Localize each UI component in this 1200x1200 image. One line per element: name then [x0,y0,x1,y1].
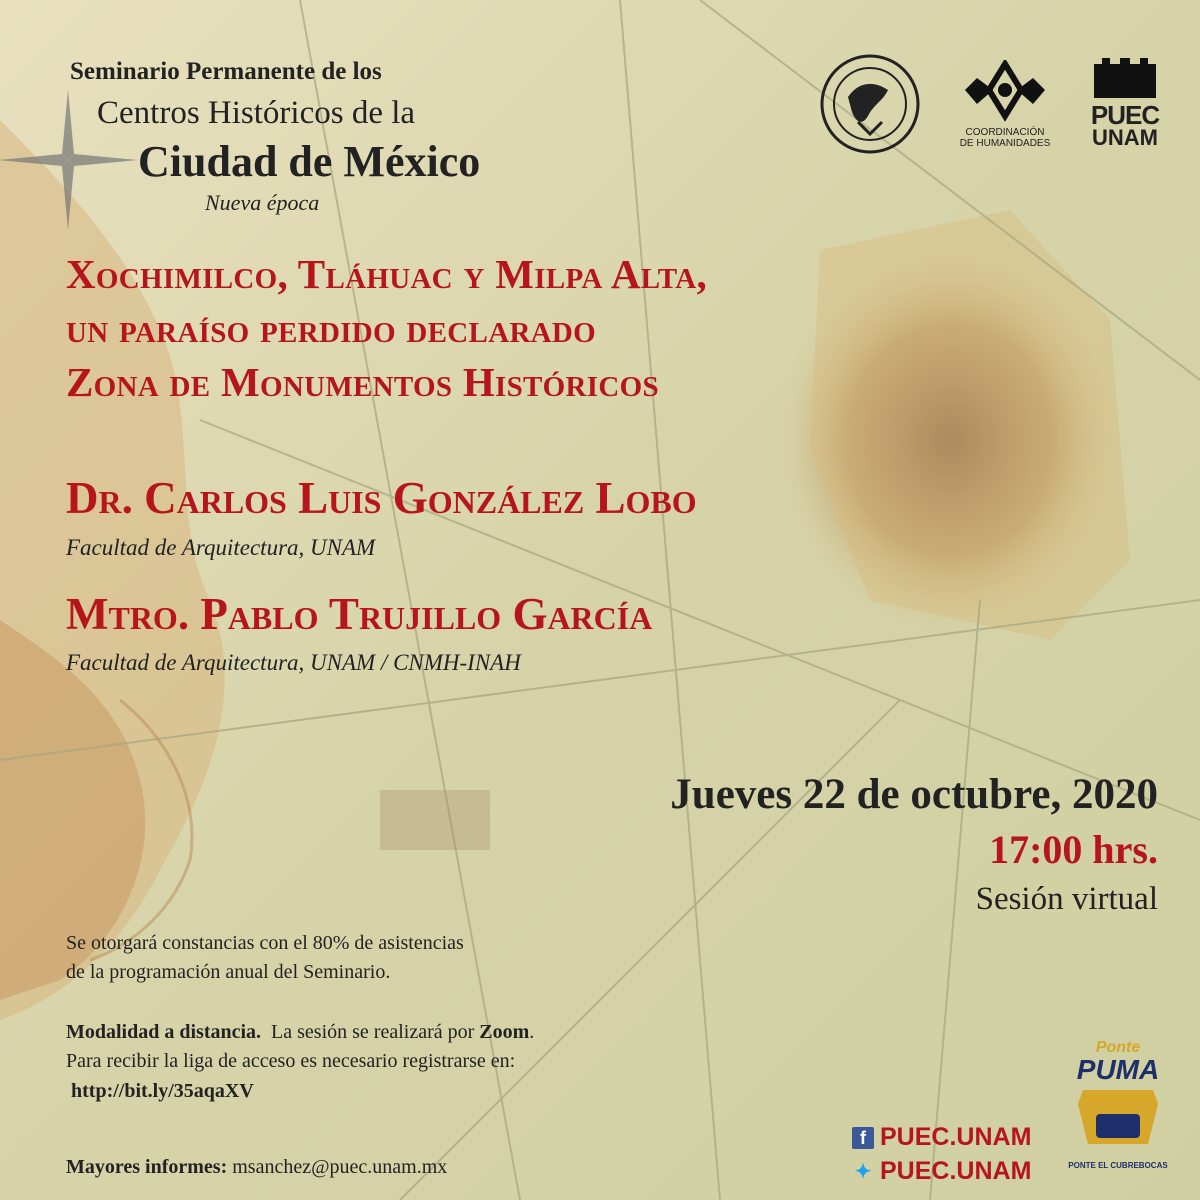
seminar-line-2: Centros Históricos de la [97,95,416,131]
puec-text: PUEC [1090,100,1160,130]
certificate-line-1: Se otorgará constancias con el 80% de asistencias [66,932,464,954]
twitter-handle[interactable] [852,1157,1031,1186]
certificate-line-2: de la programación anual del Seminario. [66,961,391,983]
facebook-icon: f [852,1127,874,1149]
zoom-label: Zoom [479,1021,530,1043]
seminar-line-1: Seminario Permanente de los [70,58,382,85]
coord-text-2: DE HUMANIDADES [959,138,1051,149]
coord-text-1: COORDINACIÓN [965,127,1045,138]
modality-end: . [529,1021,535,1043]
registration-link[interactable]: http://bit.ly/35aqaXV [66,1080,254,1102]
unam-text: UNAM [1092,125,1158,150]
puma-text-2: PUMA [1076,1054,1160,1085]
seminar-line-3: Ciudad de México [138,137,481,186]
title-line-2: un paraíso perdido declarado [66,305,597,351]
seminar-edition: Nueva época [205,190,320,215]
modality-text: La sesión se realizará por [261,1021,480,1043]
coordinacion-humanidades-logo [955,60,1055,160]
speaker-1-affiliation: Facultad de Arquitectura, UNAM [66,535,376,560]
puma-text-1: Ponte [1095,1039,1141,1056]
event-session-type: Sesión virtual [975,881,1158,917]
puma-caption: PONTE EL CUBREBOCAS [1068,1161,1168,1170]
speaker-2-affiliation: Facultad de Arquitectura, UNAM / CNMH-INAH [66,650,521,675]
event-time: 17:00 hrs. [989,827,1158,872]
title-line-1: Xochimilco, Tláhuac y Milpa Alta, [66,251,708,297]
twitter-text: PUEC.UNAM [880,1157,1032,1185]
speaker-2-name: Mtro. Pablo Trujillo García [66,589,653,639]
registration-line: Para recibir la liga de acceso es necesario registrarse en: [66,1050,516,1072]
unam-seal-logo [818,52,922,156]
twitter-icon: ✦ [854,1160,872,1183]
title-line-3: Zona de Monumentos Históricos [66,359,659,405]
facebook-text: PUEC.UNAM [880,1123,1032,1151]
contact-label: Mayores informes: [66,1156,228,1178]
contact-line [66,1156,447,1179]
puma-head-icon [1068,1084,1168,1156]
contact-email[interactable]: msanchez@puec.unam.mx [227,1156,448,1178]
modality-line [66,1021,534,1044]
modality-label: Modalidad a distancia. [66,1021,262,1043]
facebook-handle[interactable] [852,1123,1031,1152]
puec-unam-logo [1090,58,1160,158]
speaker-1-name: Dr. Carlos Luis González Lobo [66,473,697,523]
ponte-puma-logo [1068,1040,1168,1190]
event-date: Jueves 22 de octubre, 2020 [670,771,1158,818]
